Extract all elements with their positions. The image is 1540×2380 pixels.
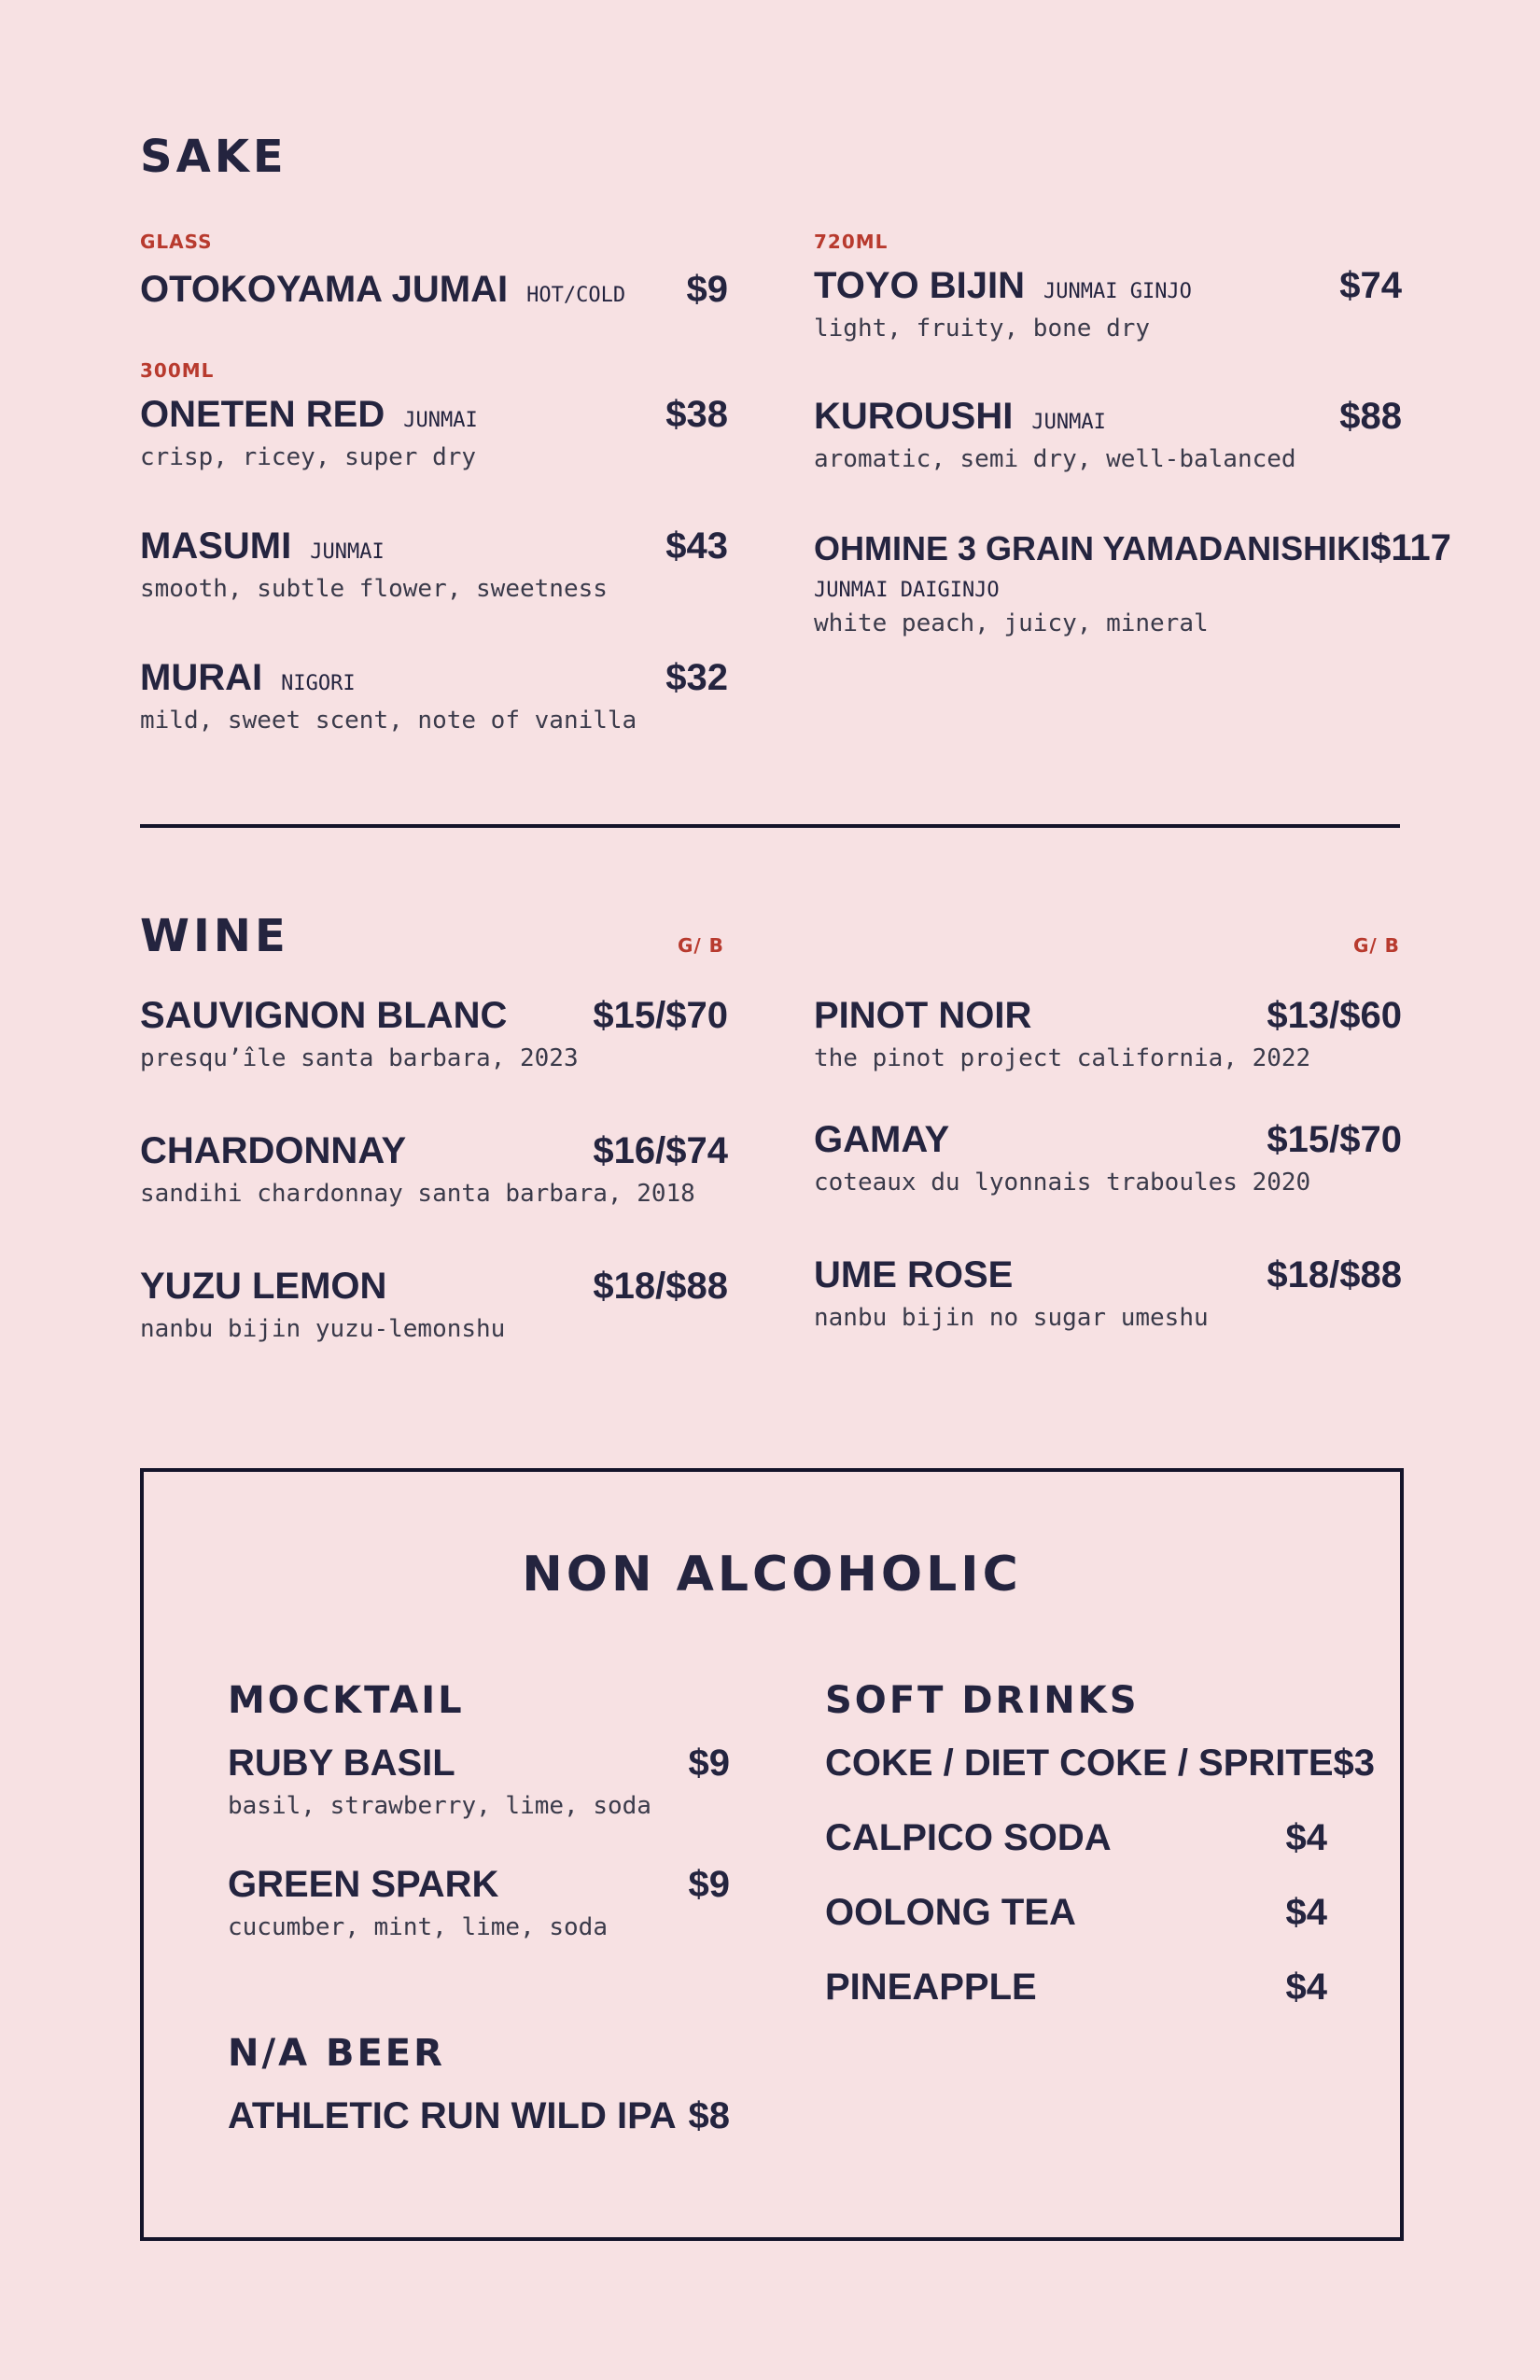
menu-item — [814, 527, 1451, 637]
gb-label-right: G/ B — [1353, 934, 1400, 957]
menu-item — [825, 1892, 1327, 1934]
item-type: NIGORI — [281, 672, 356, 695]
item-type: JUNMAI — [1031, 411, 1106, 434]
item-type: JUNMAI GINJO — [1043, 280, 1192, 303]
item-price: $18/$88 — [1267, 1254, 1402, 1295]
item-price: $38 — [665, 394, 728, 435]
item-description: aromatic, semi dry, well-balanced — [814, 445, 1296, 473]
non-alcoholic-heading: NON ALCOHOLIC — [522, 1547, 1022, 1603]
item-type: HOT/COLD — [526, 284, 626, 307]
item-name: CALPICO SODA — [825, 1817, 1112, 1858]
item-name: SAUVIGNON BLANC — [140, 995, 508, 1036]
menu-item — [814, 265, 1402, 343]
item-description: presqu’île santa barbara, 2023 — [140, 1044, 579, 1072]
item-name: YUZU LEMON — [140, 1266, 387, 1307]
item-price: $9 — [686, 269, 728, 310]
item-name: RUBY BASIL — [228, 1743, 455, 1784]
item-name: MURAI — [140, 657, 263, 698]
ml300-label: 300ML — [140, 359, 215, 382]
item-description: mild, sweet scent, note of vanilla — [140, 707, 637, 735]
item-price: $18/$88 — [593, 1266, 728, 1307]
menu-item — [228, 2095, 730, 2137]
item-price: $117 — [1370, 527, 1451, 568]
item-name: OTOKOYAMA JUMAI — [140, 269, 509, 310]
item-description: the pinot project california, 2022 — [814, 1044, 1311, 1072]
item-name: PINOT NOIR — [814, 995, 1032, 1036]
item-name: OOLONG TEA — [825, 1892, 1076, 1933]
item-name: KUROUSHI — [814, 396, 1014, 437]
menu-item — [814, 995, 1402, 1072]
non-alcoholic-box — [140, 1468, 1404, 2241]
item-price: $43 — [665, 525, 728, 567]
section-divider — [140, 824, 1400, 828]
item-type: JUNMAI — [310, 540, 385, 564]
gb-label-left: G/ B — [678, 934, 724, 957]
item-description: light, fruity, bone dry — [814, 315, 1151, 343]
item-price: $8 — [688, 2095, 730, 2136]
menu-item — [140, 525, 728, 603]
item-description: nanbu bijin yuzu-lemonshu — [140, 1315, 506, 1343]
item-price: $3 — [1333, 1743, 1376, 1784]
na-beer-heading: N/A BEER — [228, 2032, 445, 2075]
menu-item — [140, 394, 728, 471]
item-price: $88 — [1339, 396, 1402, 437]
item-name: TOYO BIJIN — [814, 265, 1025, 306]
item-name: COKE / DIET COKE / SPRITE — [825, 1743, 1334, 1784]
menu-item — [140, 657, 728, 735]
item-description: sandihi chardonnay santa barbara, 2018 — [140, 1180, 695, 1208]
item-type: JUNMAI — [403, 409, 478, 432]
item-name: GAMAY — [814, 1119, 950, 1160]
item-description: coteaux du lyonnais traboules 2020 — [814, 1169, 1311, 1197]
item-price: $15/$70 — [1267, 1119, 1402, 1160]
menu-item — [228, 1743, 730, 1820]
item-name: PINEAPPLE — [825, 1967, 1037, 2008]
menu-item — [825, 1743, 1376, 1785]
item-price: $4 — [1285, 1817, 1327, 1858]
menu-item — [140, 1130, 728, 1208]
item-price: $9 — [688, 1743, 730, 1784]
item-name: GREEN SPARK — [228, 1864, 499, 1905]
item-price: $74 — [1339, 265, 1402, 306]
item-name: ONETEN RED — [140, 394, 385, 435]
menu-item — [825, 1817, 1327, 1859]
menu-item — [228, 1864, 730, 1941]
menu-item — [814, 396, 1402, 473]
item-price: $15/$70 — [593, 995, 728, 1036]
menu-item — [814, 1119, 1402, 1197]
item-description: basil, strawberry, lime, soda — [228, 1792, 651, 1820]
menu-item — [140, 995, 728, 1072]
item-price: $4 — [1285, 1967, 1327, 2008]
item-type: JUNMAI DAIGINJO — [814, 579, 1000, 602]
item-price: $9 — [688, 1864, 730, 1905]
item-price: $16/$74 — [593, 1130, 728, 1171]
soft-drinks-heading: SOFT DRINKS — [825, 1679, 1140, 1722]
item-name: ATHLETIC RUN WILD IPA — [228, 2095, 677, 2136]
menu-item — [140, 1266, 728, 1343]
item-description: nanbu bijin no sugar umeshu — [814, 1304, 1209, 1332]
item-name: UME ROSE — [814, 1254, 1014, 1295]
menu-item — [825, 1967, 1327, 2009]
item-name: CHARDONNAY — [140, 1130, 407, 1171]
menu-item — [140, 269, 728, 311]
item-description: cucumber, mint, lime, soda — [228, 1913, 608, 1941]
item-name: OHMINE 3 GRAIN YAMADANISHIKI — [814, 529, 1371, 567]
mocktail-heading: MOCKTAIL — [228, 1679, 465, 1722]
sake-heading: SAKE — [140, 131, 287, 183]
item-description: white peach, juicy, mineral — [814, 609, 1209, 637]
menu-item — [814, 1254, 1402, 1332]
item-name: MASUMI — [140, 525, 292, 567]
item-price: $32 — [665, 657, 728, 698]
wine-heading: WINE — [140, 910, 289, 962]
ml720-label: 720ML — [814, 231, 889, 253]
item-price: $4 — [1285, 1892, 1327, 1933]
item-description: crisp, ricey, super dry — [140, 443, 477, 471]
glass-label: GLASS — [140, 231, 213, 253]
item-description: smooth, subtle flower, sweetness — [140, 575, 608, 603]
item-price: $13/$60 — [1267, 995, 1402, 1036]
